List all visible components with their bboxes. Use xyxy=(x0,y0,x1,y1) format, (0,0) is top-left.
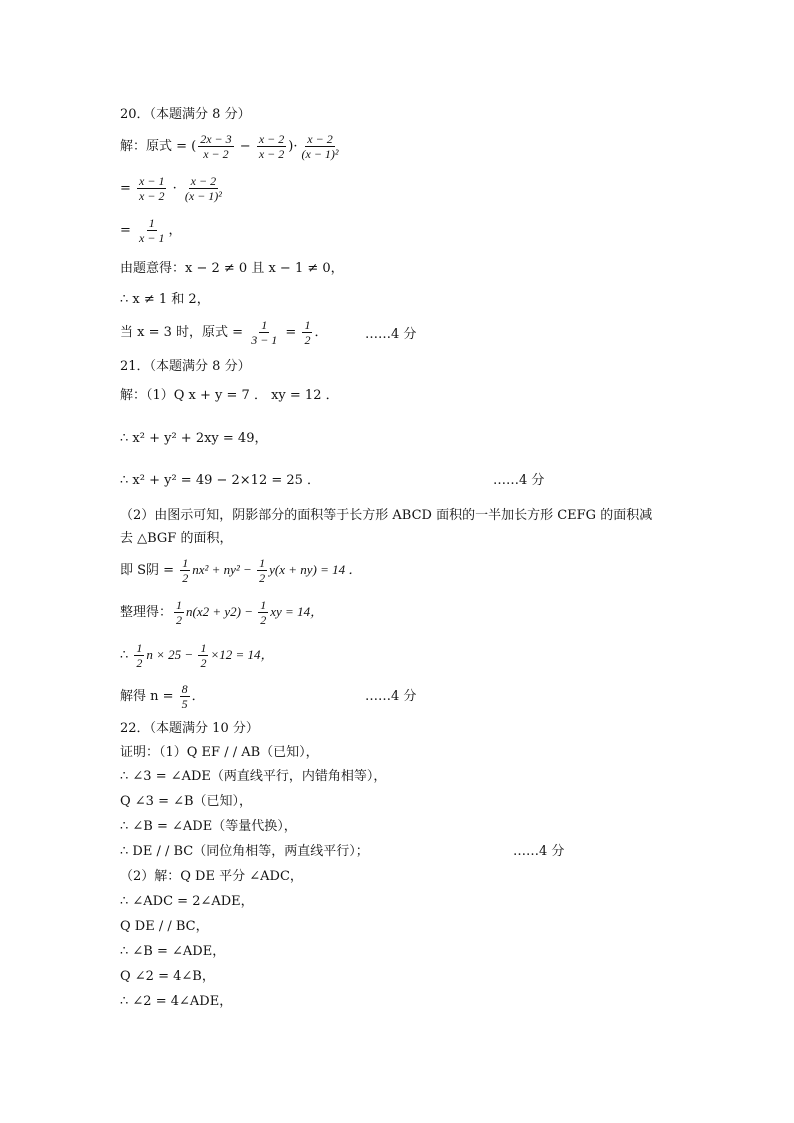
fraction xyxy=(300,132,341,161)
text: = xyxy=(120,223,136,238)
q21-score-1: ……4 分 xyxy=(493,473,545,488)
q21-line-2: ∴ x² + y² + 2xy = 49， xyxy=(120,431,268,446)
denominator: 2 xyxy=(260,613,267,627)
denominator: (x − 1)² xyxy=(301,147,339,161)
q22-line-11: ∴ ∠2 = 4∠ADE， xyxy=(120,994,233,1009)
q21-header: 21．（本题满分 8 分） xyxy=(120,359,251,374)
denominator: x − 2 xyxy=(203,147,229,161)
q20-score: ……4 分 xyxy=(365,327,417,342)
denominator: 5 xyxy=(181,697,188,711)
numerator: 8 xyxy=(181,682,188,696)
denominator: 2 xyxy=(304,333,311,347)
denominator: 2 xyxy=(259,571,266,585)
numerator: x − 2 xyxy=(190,174,217,188)
fraction xyxy=(198,641,208,670)
q21-line-7 xyxy=(120,682,205,711)
q22-line-3: Q ∠3 = ∠B（已知）， xyxy=(120,794,253,809)
q22-line-6: （2）解：Q DE 平分 ∠ADC， xyxy=(120,869,303,884)
q22-line-7: ∴ ∠ADC = 2∠ADE， xyxy=(120,894,254,909)
text: 整理得： xyxy=(120,605,173,620)
text: ∴ xyxy=(120,648,133,663)
text: 当 x = 3 时，原式 = xyxy=(120,325,248,340)
q20-line-2 xyxy=(120,174,226,203)
q20-line-1 xyxy=(120,132,343,161)
fraction xyxy=(180,682,190,711)
numerator: 1 xyxy=(136,641,143,655)
numerator: 1 xyxy=(304,318,311,332)
operator: = xyxy=(281,325,301,340)
text: 解得 n = xyxy=(120,689,178,704)
q22-line-8: Q DE / / BC， xyxy=(120,919,209,934)
q21-para-2b: 去 △BGF 的面积， xyxy=(120,531,233,546)
q21-line-1: 解：（1）Q x + y = 7 ． xy = 12 ． xyxy=(120,388,339,403)
denominator: (x − 1)² xyxy=(184,189,222,203)
q22-line-10: Q ∠2 = 4∠B， xyxy=(120,969,215,984)
q20-line-4: 由题意得：x − 2 ≠ 0 且 x − 1 ≠ 0， xyxy=(120,261,344,276)
numerator: 1 xyxy=(182,556,189,570)
numerator: x − 2 xyxy=(258,132,285,146)
q21-para-2a: （2）由图示可知，阴影部分的面积等于长方形 ABCD 面积的一半加长方形 CEFG 的面积减 xyxy=(120,508,653,523)
numerator: 1 xyxy=(148,216,155,230)
q20-line-6 xyxy=(120,318,327,347)
denominator: 2 xyxy=(176,613,183,627)
fraction xyxy=(198,132,233,161)
text: 即 S阴 = xyxy=(120,563,179,578)
denominator: 2 xyxy=(200,656,207,670)
operator: − xyxy=(235,139,255,154)
q20-line-5: ∴ x ≠ 1 和 2， xyxy=(120,292,210,307)
denominator: x − 1 xyxy=(139,231,165,245)
fraction xyxy=(174,598,184,627)
numerator: 1 xyxy=(261,318,268,332)
text: xy = 14， xyxy=(270,604,324,619)
denominator: 2 xyxy=(182,571,189,585)
fraction xyxy=(302,318,312,347)
q21-line-6 xyxy=(120,641,274,670)
fraction xyxy=(134,641,144,670)
denominator: 2 xyxy=(136,656,143,670)
fraction xyxy=(183,174,224,203)
fraction xyxy=(137,174,166,203)
q22-line-9: ∴ ∠B = ∠ADE， xyxy=(120,944,226,959)
numerator: 1 xyxy=(200,641,207,655)
q22-line-2: ∴ ∠3 = ∠ADE（两直线平行，内错角相等）， xyxy=(120,769,387,784)
fraction xyxy=(137,216,166,245)
q21-line-4 xyxy=(120,556,361,585)
text: ， xyxy=(168,223,182,238)
text: nx² + ny² − xyxy=(192,562,256,577)
q21-score-2: ……4 分 xyxy=(365,689,417,704)
text: = xyxy=(120,181,136,196)
q22-score: ……4 分 xyxy=(513,844,565,859)
q20-header: 20．（本题满分 8 分） xyxy=(120,107,251,122)
numerator: x − 2 xyxy=(307,132,333,146)
text: 解：原式 = ( xyxy=(120,139,197,154)
denominator: x − 2 xyxy=(258,147,285,161)
text: y(x + ny) = 14 ． xyxy=(269,562,362,577)
q22-line-5: ∴ DE / / BC（同位角相等，两直线平行）； xyxy=(120,844,369,859)
numerator: x − 1 xyxy=(139,174,165,188)
q22-line-4: ∴ ∠B = ∠ADE（等量代换）， xyxy=(120,819,297,834)
q21-line-3: ∴ x² + y² = 49 − 2×12 = 25 ． xyxy=(120,473,321,488)
text: ×12 = 14， xyxy=(210,647,274,662)
fraction xyxy=(180,556,190,585)
numerator: 2x − 3 xyxy=(200,132,232,146)
fraction xyxy=(257,132,286,161)
q21-line-5 xyxy=(120,598,323,627)
numerator: 1 xyxy=(260,598,267,612)
q20-line-3 xyxy=(120,216,181,245)
denominator: 3 − 1 xyxy=(251,333,278,347)
text: ． xyxy=(191,689,205,704)
fraction xyxy=(258,598,268,627)
fraction xyxy=(257,556,267,585)
q22-line-1: 证明：（1）Q EF / / AB（已知）， xyxy=(120,745,319,760)
operator: · xyxy=(168,181,181,196)
text: n(x2 + y2) − xyxy=(186,604,257,619)
text: n × 25 − xyxy=(146,647,197,662)
denominator: x − 2 xyxy=(139,189,165,203)
numerator: 1 xyxy=(259,556,266,570)
operator: )· xyxy=(288,139,298,154)
numerator: 1 xyxy=(176,598,183,612)
q22-header: 22．（本题满分 10 分） xyxy=(120,721,259,736)
fraction xyxy=(249,318,279,347)
text: ． xyxy=(314,325,328,340)
